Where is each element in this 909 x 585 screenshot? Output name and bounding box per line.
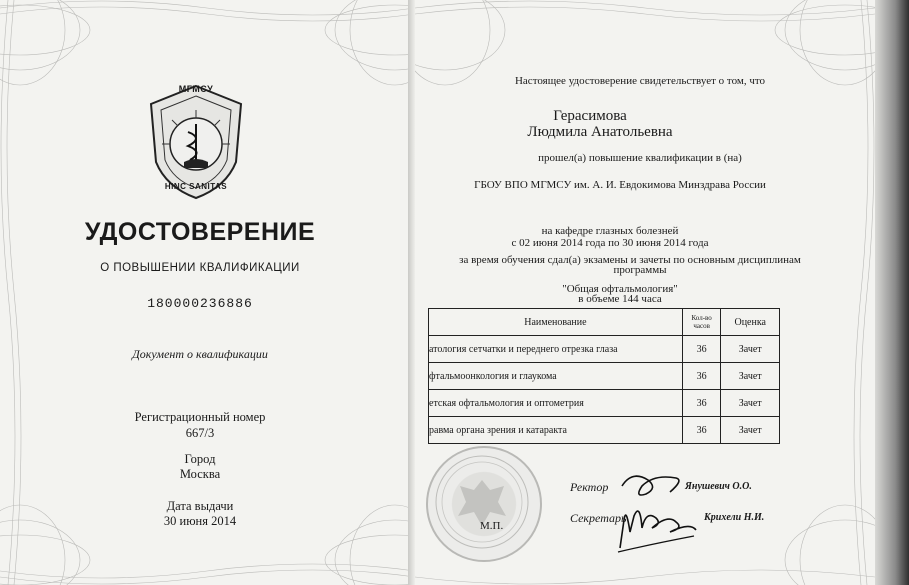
row-name: атология сетчатки и переднего отрезка глаза [429,336,683,363]
table-row [429,336,780,363]
rector-label: Ректор [570,480,609,494]
row-name: фтальмоонкология и глаукома [429,363,683,390]
city-value: Москва [179,467,221,481]
row-hours: 36 [682,417,721,444]
intro-text: Настоящее удостоверение свидетельствует о том, что [514,75,766,87]
official-seal [426,446,542,562]
program-title: "Общая офтальмология" [562,283,678,295]
subjects-table [428,308,780,444]
row-name: етская офтальмология и оптометрия [429,390,683,417]
document-title: УДОСТОВЕРЕНИЕ [84,218,316,246]
table-header-row [429,309,780,336]
table-row [429,417,780,444]
rector-name: Янушевич О.О. [685,481,752,492]
binding-edge [875,0,909,585]
document-subtitle: О ПОВЫШЕНИИ КВАЛИФИКАЦИИ [100,262,300,274]
issue-date-value: 30 июня 2014 [163,514,237,528]
row-grade: Зачет [721,363,780,390]
program-volume: в объеме 144 часа [578,293,662,305]
row-hours: 36 [682,390,721,417]
study-period: с 02 июня 2014 года по 30 июня 2014 года [511,237,709,249]
eagle-emblem-icon [426,446,538,558]
holder-surname: Герасимова [553,108,627,124]
registration-label: Регистрационный номер [134,410,266,424]
holder-given-names: Людмила Анатольевна [527,124,673,140]
secretary-label: Секретарь [570,511,627,525]
row-hours: 36 [682,363,721,390]
row-name: равма органа зрения и катаракта [429,417,683,444]
header-hours: Кол-во часов [682,309,721,336]
header-name: Наименование [429,309,683,336]
stamp-label: М.П. [480,520,504,532]
secretary-name: Крихели Н.И. [704,512,765,523]
table-row [429,363,780,390]
row-grade: Зачет [721,336,780,363]
emblem-bottom-text: HINC SANITAS [164,182,228,191]
left-page [0,0,415,585]
table-row [429,390,780,417]
row-hours: 36 [682,336,721,363]
document-type: Документ о квалификации [132,347,268,361]
header-grade: Оценка [721,309,780,336]
certificate-number: 180000236886 [147,296,253,311]
exams-text-program: программы [613,264,667,276]
institution-name: ГБОУ ВПО МГМСУ им. А. И. Евдокимова Минздрава России [474,179,766,191]
issue-date-label: Дата выдачи [166,499,234,513]
registration-value: 667/3 [185,426,215,440]
row-grade: Зачет [721,417,780,444]
emblem-top-text: МГМСУ [178,84,214,94]
department-text: на кафедре глазных болезней [541,225,679,237]
exams-text: за время обучения сдал(а) экзамены и зачеты по основным дисциплинам [459,254,801,266]
passed-text: прошел(а) повышение квалификации в (на) [538,152,742,164]
city-label: Город [184,452,216,466]
row-grade: Зачет [721,390,780,417]
secretary-signature-icon [612,492,702,558]
